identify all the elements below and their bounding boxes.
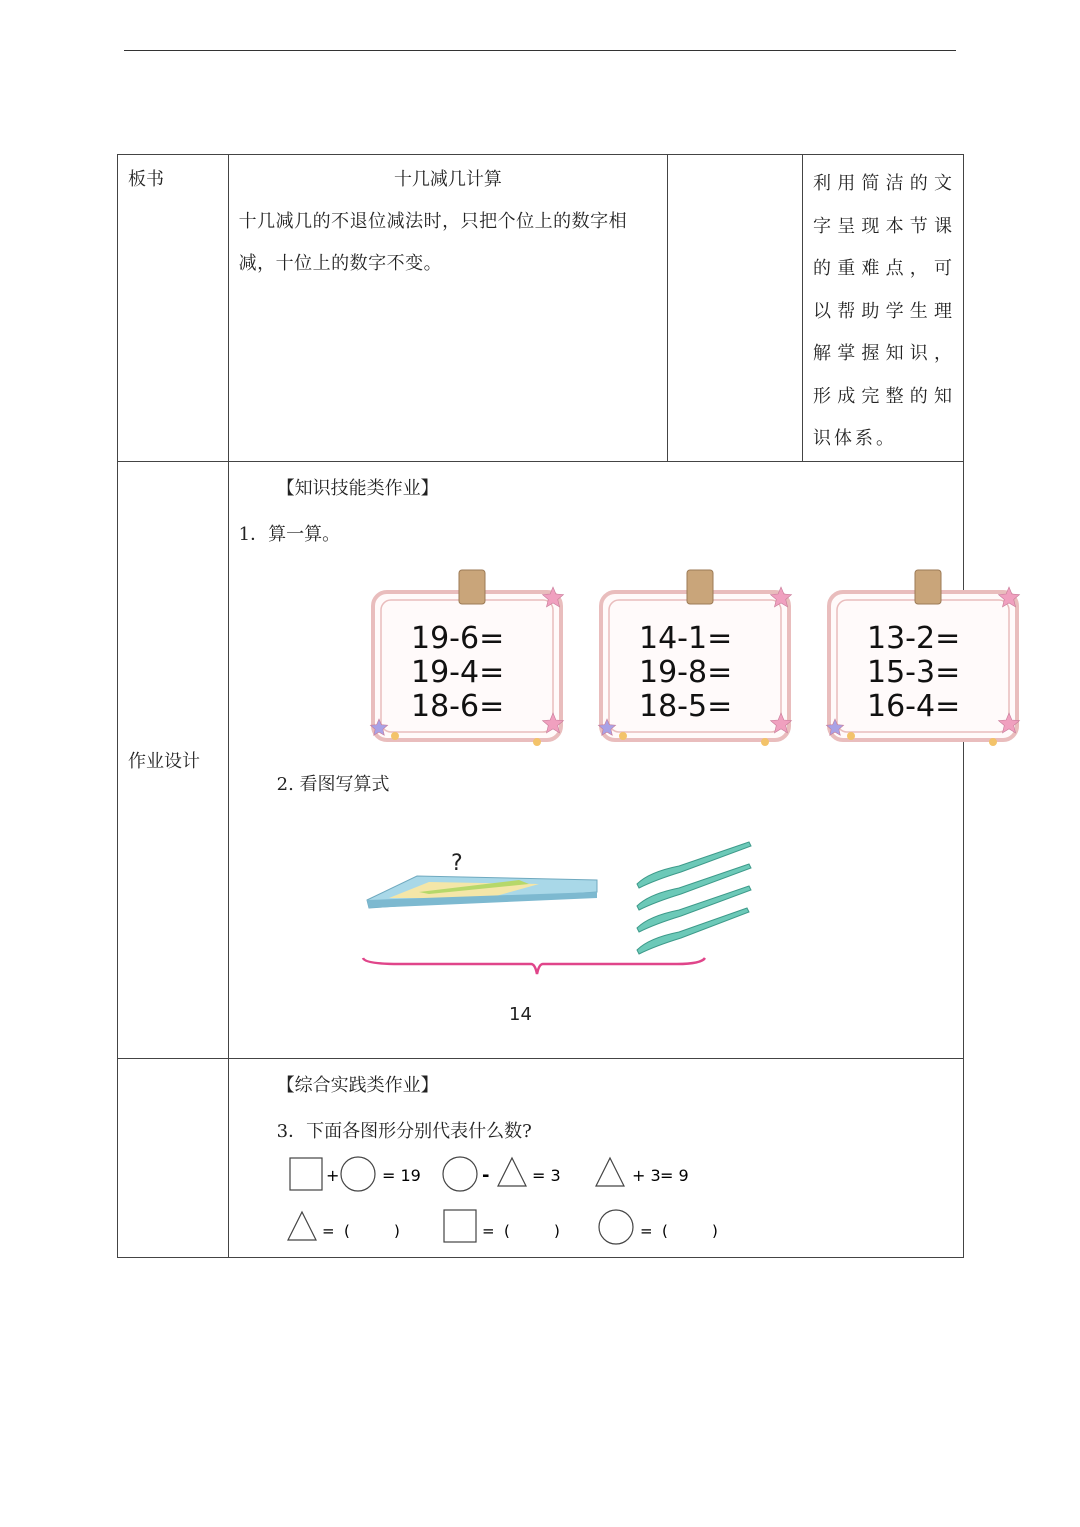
board-equation: 19-4= xyxy=(410,654,504,690)
clip-icon xyxy=(915,570,941,604)
board-equation: 18-6= xyxy=(410,688,504,724)
dot-icon xyxy=(847,732,855,740)
answer-open-paren: ( xyxy=(343,1221,350,1240)
board-equation: 15-3= xyxy=(866,654,960,690)
board-equation: 16-4= xyxy=(866,688,960,724)
pen-icon xyxy=(637,842,751,954)
section-heading: 【知识技能类作业】 xyxy=(276,477,439,499)
practice-content-cell xyxy=(228,1058,963,1257)
blackboard-row xyxy=(118,155,964,462)
square-icon xyxy=(290,1158,322,1190)
eq2-operator: - xyxy=(481,1164,490,1186)
dot-icon xyxy=(989,738,997,746)
empty-cell xyxy=(668,155,803,462)
answer-open-paren: ( xyxy=(661,1221,668,1240)
blackboard-title: 十几减几计算 xyxy=(393,169,502,190)
question-1-title: 1．算一算。 xyxy=(238,523,341,545)
clip-icon xyxy=(459,570,485,604)
question-2-title: 2. 看图写算式 xyxy=(276,773,390,795)
total-label: 14 xyxy=(508,1003,532,1022)
header-rule xyxy=(124,50,956,51)
dot-icon xyxy=(391,732,399,740)
book-icon xyxy=(367,876,597,908)
board-equation: 13-2= xyxy=(866,620,960,656)
answer-equals: = xyxy=(321,1221,335,1240)
answer-close-paren: ) xyxy=(711,1221,718,1240)
dot-icon xyxy=(761,738,769,746)
design-note: 利用简洁的文字呈现本节课的重难点，可以帮助学生理解掌握知识，形成完整的知识体系。 xyxy=(813,173,955,449)
answer-open-paren: ( xyxy=(503,1221,510,1240)
blackboard-content-cell xyxy=(228,155,668,462)
board-equation: 18-5= xyxy=(638,688,732,724)
question-3-title: 3．下面各图形分别代表什么数? xyxy=(276,1120,532,1142)
eq3-operator: + 3 xyxy=(631,1165,661,1185)
dot-icon xyxy=(533,738,541,746)
row-label-blackboard xyxy=(118,155,229,462)
triangle-icon xyxy=(498,1158,526,1186)
section-heading: 【综合实践类作业】 xyxy=(276,1074,439,1096)
eq2-result: = 3 xyxy=(531,1165,561,1185)
homework-row xyxy=(118,461,964,1058)
book-pens-illustration xyxy=(359,822,799,1022)
eq1-operator: + xyxy=(325,1165,340,1185)
blackboard-text: 十几减几的不退位减法时，只把个位上的数字相减，十位上的数字不变。 xyxy=(238,211,628,274)
board-equation: 19-8= xyxy=(638,654,732,690)
row-label-practice xyxy=(118,1058,229,1257)
square-icon xyxy=(444,1210,476,1242)
answer-equals: = xyxy=(481,1221,495,1240)
clip-icon xyxy=(687,570,713,604)
row-label-homework xyxy=(118,461,229,1058)
board-equation: 19-6= xyxy=(410,620,504,656)
row-label: 作业设计 xyxy=(128,750,200,772)
question-mark: ? xyxy=(450,850,463,876)
answer-close-paren: ) xyxy=(393,1221,400,1240)
eq3-result: = 9 xyxy=(659,1165,689,1185)
answer-close-paren: ) xyxy=(553,1221,560,1240)
board xyxy=(826,570,1019,746)
triangle-icon xyxy=(596,1158,624,1186)
boards-illustration xyxy=(369,562,1080,762)
dot-icon xyxy=(619,732,627,740)
triangle-icon xyxy=(288,1212,316,1240)
design-note-cell xyxy=(803,155,964,462)
eq1-result: = 19 xyxy=(381,1165,421,1185)
circle-icon xyxy=(443,1157,477,1191)
board xyxy=(598,570,791,746)
answer-equals: = xyxy=(639,1221,653,1240)
lesson-table xyxy=(117,154,964,1258)
circle-icon xyxy=(341,1157,375,1191)
row-label: 板书 xyxy=(128,169,164,190)
practice-row xyxy=(118,1058,964,1257)
circle-icon xyxy=(599,1210,633,1244)
homework-content-cell xyxy=(228,461,963,1058)
shapes-puzzle xyxy=(284,1154,764,1254)
brace-icon xyxy=(363,958,705,974)
board xyxy=(370,570,563,746)
board-equation: 14-1= xyxy=(638,620,732,656)
